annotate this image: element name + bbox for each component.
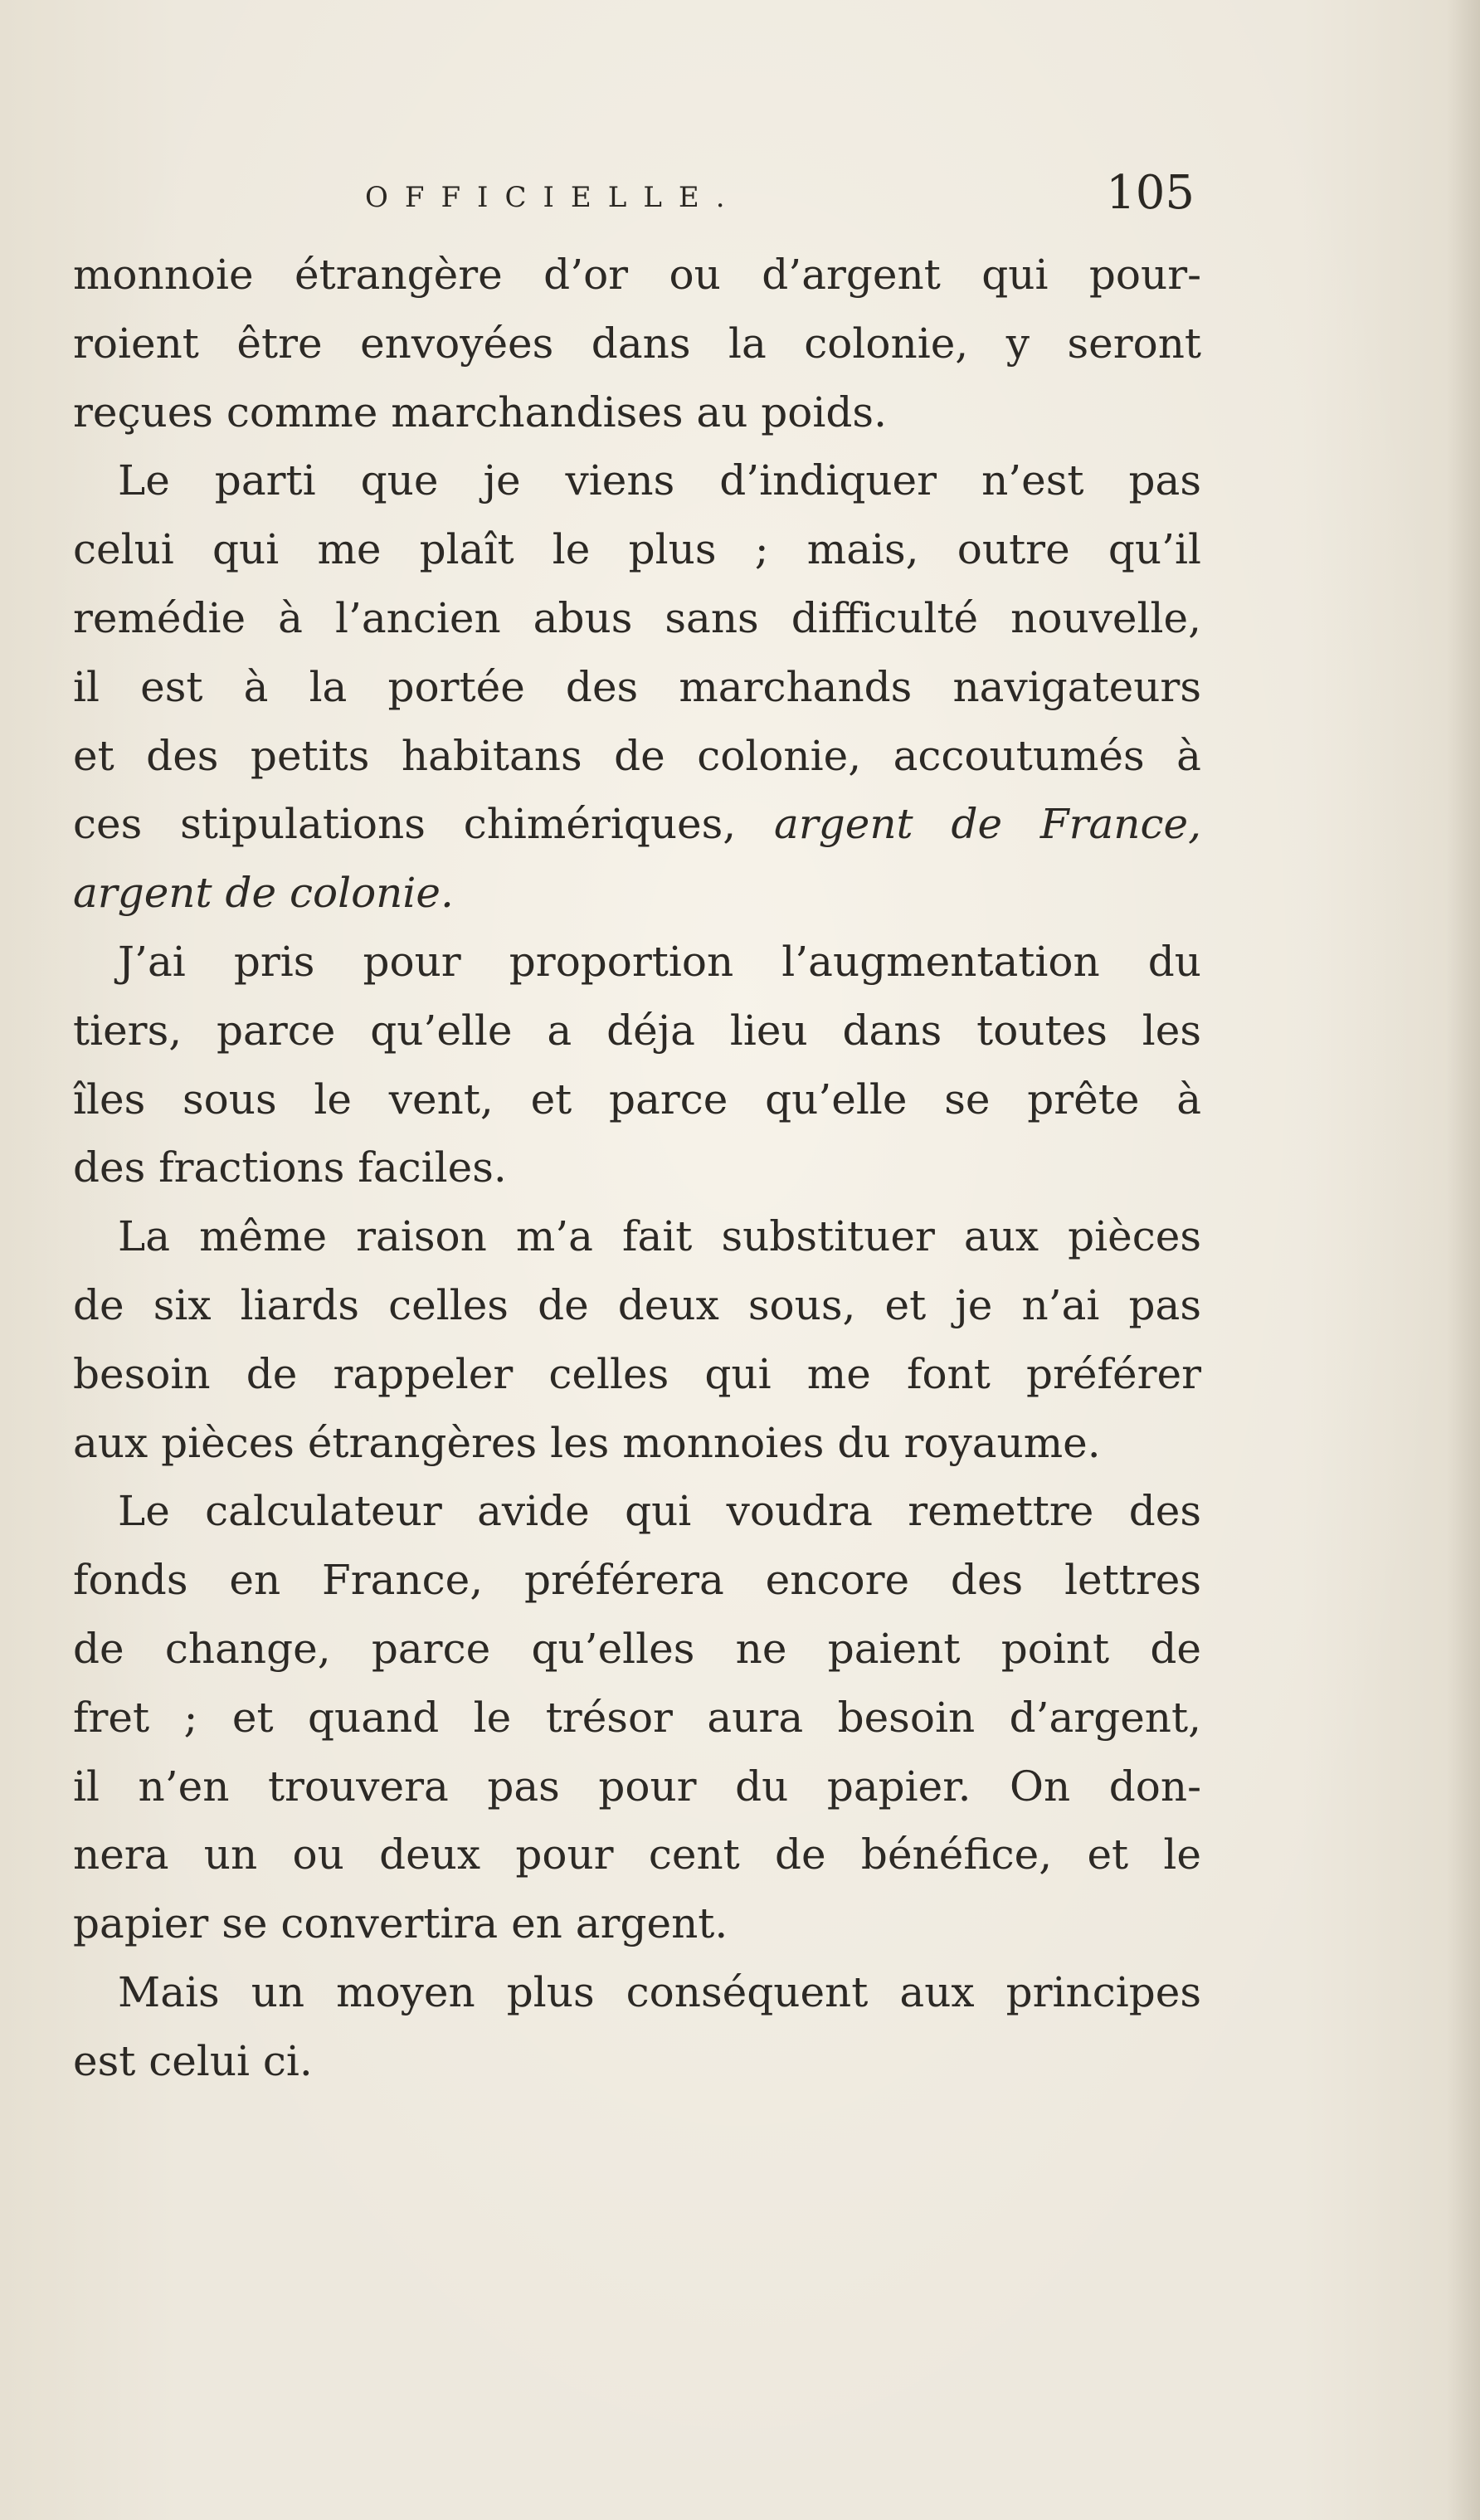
text-line: Mais un moyen plus conséquent aux principes xyxy=(118,1967,1201,2016)
text-line-mixed xyxy=(73,790,1201,859)
paragraph-1 xyxy=(73,241,1201,446)
text-line: monnoie étrangère d’or ou d’argent qui pour- xyxy=(73,251,1201,299)
text-line: celui qui me plaît le plus ; mais, outre qu’il xyxy=(73,525,1201,574)
text-line: papier se convertira en argent. xyxy=(73,1899,728,1948)
text-line: tiers, parce qu’elle a déja lieu dans toutes les xyxy=(73,1006,1201,1055)
paragraph-5 xyxy=(73,1477,1201,1958)
text-line-italic: argent de colonie. xyxy=(73,869,454,918)
text-line: Le calculateur avide qui voudra remettre des xyxy=(118,1487,1201,1536)
text-line: de six liards celles de deux sous, et je n’ai pas xyxy=(73,1280,1201,1329)
paragraph-4 xyxy=(73,1202,1201,1477)
text-line: La même raison m’a fait substituer aux pièces xyxy=(118,1212,1201,1261)
paragraph-6 xyxy=(73,1958,1201,2096)
text-line: besoin de rappeler celles qui me font préférer xyxy=(73,1349,1201,1398)
text-line: fonds en France, préférera encore des lettres xyxy=(73,1556,1201,1605)
page-edge-shadow xyxy=(1447,0,1480,2520)
running-head xyxy=(365,166,1195,232)
paragraph-2 xyxy=(73,446,1201,928)
text-line: nera un ou deux pour cent de bénéfice, et le xyxy=(73,1830,1201,1879)
text-line: il est à la portée des marchands navigateurs xyxy=(73,662,1201,711)
running-title: OFFICIELLE. xyxy=(365,181,742,214)
page-number: 105 xyxy=(1106,166,1195,220)
text-line: roient être envoyées dans la colonie, y seront xyxy=(73,319,1201,368)
text-line: Le parti que je viens d’indiquer n’est pas xyxy=(118,456,1201,505)
text-line: est celui ci. xyxy=(73,2036,313,2085)
text-line: remédie à l’ancien abus sans difficulté nouvelle, xyxy=(73,593,1201,642)
text-line: il n’en trouvera pas pour du papier. On don- xyxy=(73,1762,1201,1811)
text-line: J’ai pris pour proportion l’augmentation du xyxy=(118,937,1201,986)
body-text xyxy=(73,241,1201,2096)
text-run: ces stipulations chimériques, xyxy=(73,800,737,849)
paragraph-3 xyxy=(73,928,1201,1202)
text-line: et des petits habitans de colonie, accoutumés à xyxy=(73,731,1201,780)
text-line: aux pièces étrangères les monnoies du royaume. xyxy=(73,1418,1101,1467)
text-line: des fractions faciles. xyxy=(73,1143,507,1192)
text-line: îles sous le vent, et parce qu’elle se prête à xyxy=(73,1075,1201,1124)
italic-run: argent de France, xyxy=(736,800,1201,849)
text-line: fret ; et quand le trésor aura besoin d’argent, xyxy=(73,1693,1201,1742)
text-line: de change, parce qu’elles ne paient point de xyxy=(73,1624,1201,1673)
text-line: reçues comme marchandises au poids. xyxy=(73,388,887,436)
